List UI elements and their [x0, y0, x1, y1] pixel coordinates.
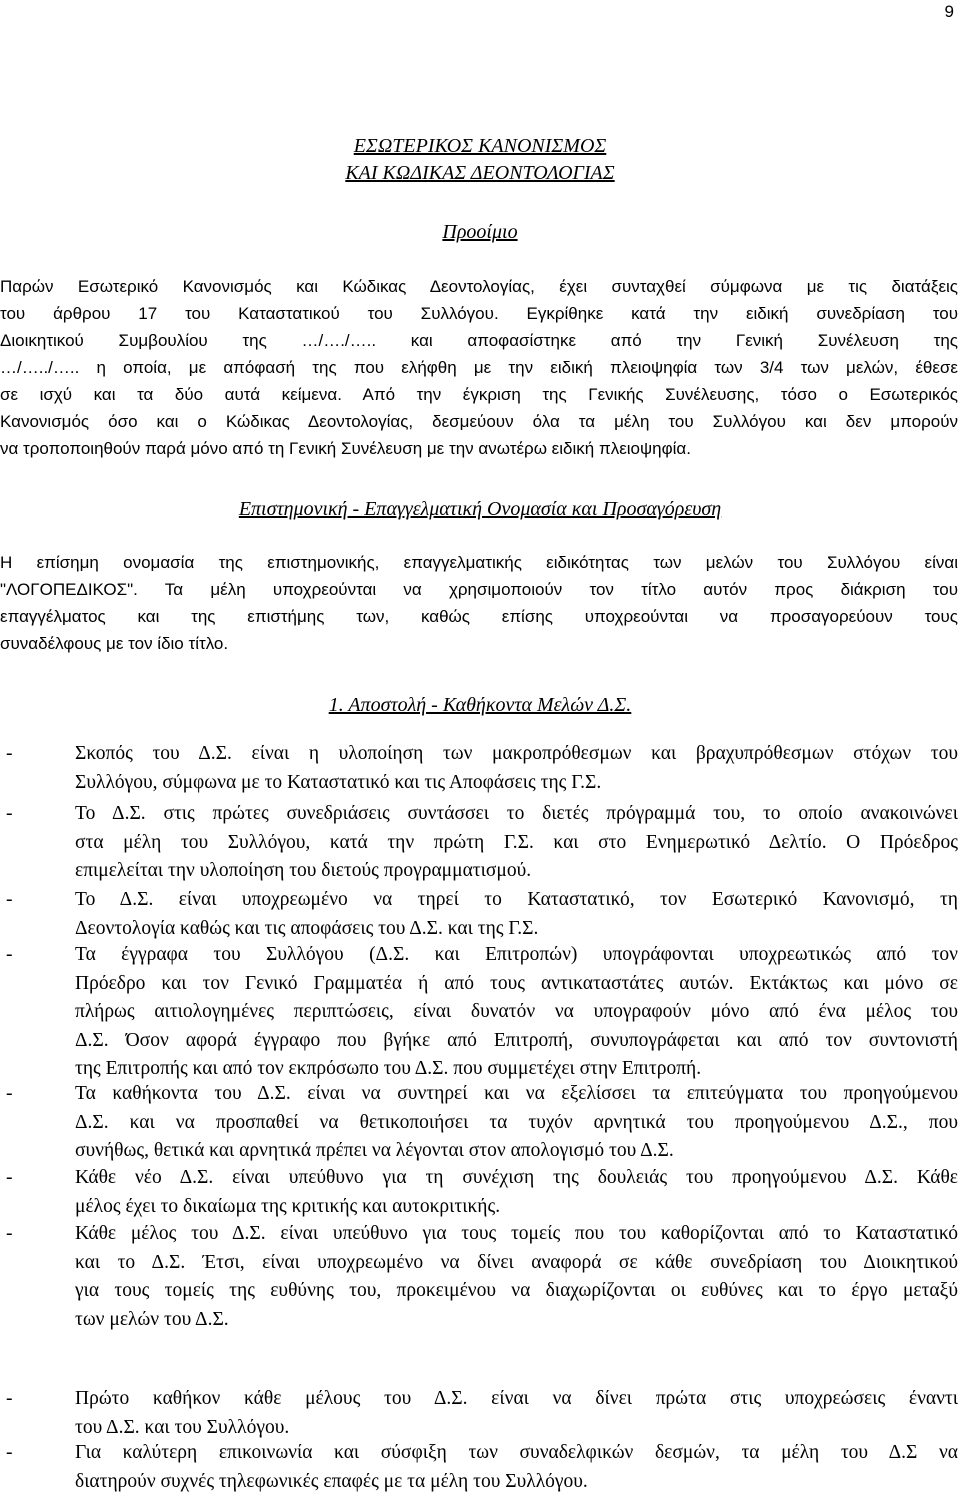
list-item-line: Για καλύτερη επικοινωνία και σύσφιξη των συναδελφικών δεσμών, τα μέλη του Δ.Σ να — [75, 1442, 958, 1463]
list-item-line: πλήρως αιτιολογημένες περιπτώσεις, είναι δυνατόν να υπογραφούν μόνο από ένα μέλος του — [75, 1001, 958, 1022]
list-item-text — [75, 941, 958, 1084]
document-title-line2: ΚΑΙ ΚΩΔΙΚΑΣ ΔΕΟΝΤΟΛΟΓΙΑΣ — [345, 162, 615, 184]
paragraph-line: "ΛΟΓΟΠΕΔΙΚΟΣ". Τα μέλη υποχρεούνται να χρησιμοποιούν τον τίτλο αυτόν προς διάκριση του — [0, 580, 958, 599]
list-item-line: Δ.Σ. Όσον αφορά έγγραφο που βγήκε από Επιτροπή, συνυπογράφεται και από τον συντονιστή — [75, 1029, 958, 1051]
list-item-line: Πρόεδρο και τον Γενικό Γραμματέα ή από τους αντικαταστάτες αυτών. Εκτάκτως και μόνο σε — [75, 972, 958, 994]
list-item-line: Τα έγγραφα του Συλλόγου (Δ.Σ. και Επιτροπών) υπογράφονται υποχρεωτικώς από τον — [75, 944, 958, 965]
list-item-text — [75, 1080, 958, 1166]
list-item-line: Το Δ.Σ. είναι υποχρεωμένο να τηρεί το Καταστατικό, τον Εσωτερικό Κανονισμό, τη — [75, 889, 958, 910]
list-dash: - — [6, 1083, 13, 1104]
paragraph-line: Η επίσημη ονομασία της επιστημονικής, επαγγελματικής ειδικότητας των μελών του Συλλόγου είναι — [0, 553, 958, 572]
list-item-text — [75, 740, 958, 797]
list-item-line: του Δ.Σ. και του Συλλόγου. — [75, 1416, 290, 1438]
list-dash: - — [6, 944, 13, 965]
list-dash: - — [6, 889, 13, 910]
list-dash: - — [6, 1167, 13, 1188]
list-dash: - — [6, 1442, 13, 1463]
paragraph-line: Κανονισμός όσο και ο Κώδικας Δεοντολογίας, δεσμεύουν όλα τα μέλη του Συλλόγου και δεν μπορούν — [0, 412, 958, 431]
list-item-line: για τους τομείς της ευθύνης του, προκειμένου να διαχωρίζονται οι ευθύνες και το έργο μεταξύ — [75, 1280, 958, 1301]
list-item-line: Σκοπός του Δ.Σ. είναι η υλοποίηση των μακροπρόθεσμων και βραχυπρόθεσμων στόχων του — [75, 743, 958, 764]
list-item-text — [75, 1385, 958, 1442]
paragraph-line: επαγγέλματος και της επιστήμης των, καθώς επίσης υποχρεούνται να προσαγορεύουν τους — [0, 607, 958, 626]
list-item-line: Δ.Σ. και να προσπαθεί να θετικοποιήσει τα τυχόν αρνητικά του προηγούμενου Δ.Σ., που — [75, 1111, 958, 1133]
list-dash: - — [6, 1223, 13, 1244]
list-item-line: των μελών του Δ.Σ. — [75, 1308, 229, 1330]
list-item-line: Δεοντολογία καθώς και τις αποφάσεις του Δ.Σ. και της Γ.Σ. — [75, 917, 539, 939]
list-item-line: στα μέλη του Συλλόγου, κατά την πρώτη Γ.Σ. και στο Ενημερωτικό Δελτίο. Ο Πρόεδρος — [75, 831, 958, 853]
list-item-line: Τα καθήκοντα του Δ.Σ. είναι να συντηρεί και να εξελίσσει τα επιτεύγματα του προηγούμενου — [75, 1083, 958, 1104]
page-number: 9 — [944, 2, 954, 21]
list-item-text — [75, 886, 958, 943]
prooimio-heading: Προοίμιο — [442, 221, 518, 243]
list-item-line: της Επιτροπής και από τον εκπρόσωπο του Δ.Σ. που συμμετέχει στην Επιτροπή. — [75, 1058, 702, 1079]
list-dash: - — [6, 1388, 13, 1409]
list-item-text — [75, 1164, 958, 1221]
list-item-line: Κάθε νέο Δ.Σ. είναι υπεύθυνο για τη συνέχιση της δουλειάς του προηγούμενου Δ.Σ. Κάθε — [75, 1167, 958, 1188]
document-title-line1: ΕΣΩΤΕΡΙΚΟΣ ΚΑΝΟΝΙΣΜΟΣ — [353, 135, 607, 157]
list-item-line: Το Δ.Σ. στις πρώτες συνεδριάσεις συντάσσει το διετές πρόγραμμά του, το οποίο ανακοινώνει — [75, 803, 958, 824]
paragraph-line: …/…../….. η οποία, με απόφασή της που ελήφθη με την ειδική πλειοψηφία των 3/4 των μελών, έθεσε — [0, 358, 958, 377]
paragraph-line: σε ισχύ και τα δύο αυτά κείμενα. Από την έγκριση της Γενικής Συνέλευσης, τόσο ο Εσωτερικός — [0, 385, 958, 404]
list-item-text — [75, 800, 958, 886]
list-item-line: μέλος έχει το δικαίωμα της κριτικής και αυτοκριτικής. — [75, 1195, 501, 1217]
list-dash: - — [6, 803, 13, 824]
list-item-text — [75, 1439, 958, 1496]
list-item-line: διατηρούν συχνές τηλεφωνικές επαφές με τα μέλη του Συλλόγου. — [75, 1470, 588, 1492]
list-item-line: Συλλόγου, σύμφωνα με το Καταστατικό και τις Αποφάσεις της Γ.Σ. — [75, 771, 602, 793]
prooimio-paragraph — [0, 273, 958, 462]
list-item-line: Πρώτο καθήκον κάθε μέλους του Δ.Σ. είναι να δίνει πρώτα στις υποχρεώσεις έναντι — [75, 1388, 958, 1409]
paragraph-line: να τροποποιηθούν παρά μόνο από τη Γενική Συνέλευση με την ανωτέρω ειδική πλειοψηφία. — [0, 439, 691, 458]
list-item-line: συνήθως, θετικά και αρνητικά πρέπει να λέγονται στον απολογισμό του Δ.Σ. — [75, 1140, 674, 1161]
section1-heading: 1. Αποστολή - Καθήκοντα Μελών Δ.Σ. — [328, 694, 632, 716]
paragraph-line: Διοικητικού Συμβουλίου της …/…./….. και αποφασίστηκε από την Γενική Συνέλευση της — [0, 331, 958, 350]
list-item-text — [75, 1220, 958, 1334]
onomasia-heading: Επιστημονική - Επαγγελματική Ονομασία και Προσαγόρευση — [238, 498, 722, 520]
list-dash: - — [6, 743, 13, 764]
paragraph-line: Παρών Εσωτερικό Κανονισμός και Κώδικας Δεοντολογίας, έχει συνταχθεί σύμφωνα με τις διατάξεις — [0, 277, 958, 296]
paragraph-line: του άρθρου 17 του Καταστατικού του Συλλόγου. Εγκρίθηκε κατά την ειδική συνεδρίαση του — [0, 304, 958, 323]
list-item-line: επιμελείται την υλοποίηση του διετούς προγραμματισμού. — [75, 860, 532, 881]
list-item-line: και το Δ.Σ. Έτσι, είναι υποχρεωμένο να δίνει αναφορά σε κάθε συνεδρίαση του Διοικητικού — [75, 1251, 958, 1273]
list-item-line: Κάθε μέλος του Δ.Σ. είναι υπεύθυνο για τους τομείς που του καθορίζονται από το Καταστατικό — [75, 1223, 958, 1244]
onomasia-paragraph — [0, 549, 958, 657]
paragraph-line: συναδέλφους με τον ίδιο τίτλο. — [0, 634, 229, 653]
